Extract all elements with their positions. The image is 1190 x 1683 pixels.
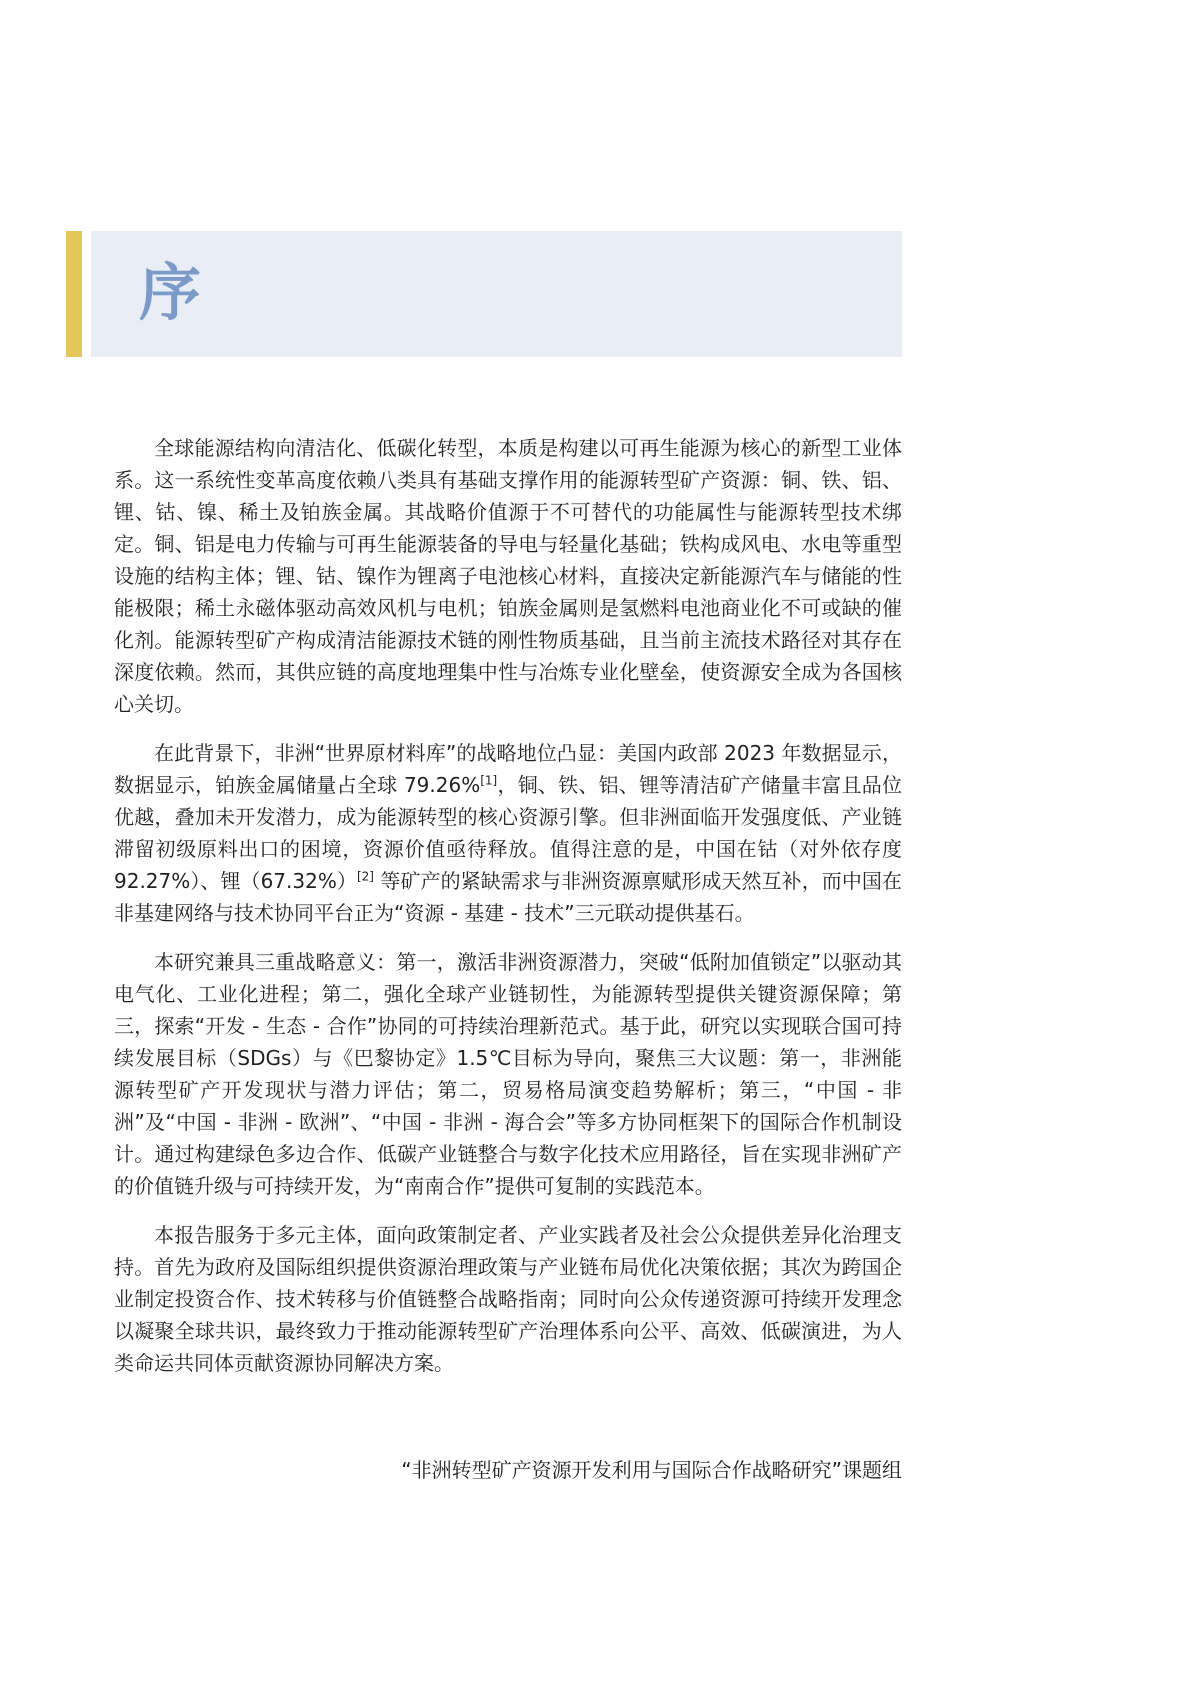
preface-body <box>114 432 902 1396</box>
page-title: 序 <box>139 256 202 329</box>
footnote-ref-2[interactable]: [2] <box>356 869 374 884</box>
section-header <box>66 231 902 357</box>
paragraph-2-part-c: 等矿产的紧缺需求与非洲资源禀赋形成天然互补，而中国在非基建网络与技术协同平台正为“资源 - 基建 - 技术”三元联动提供基石。 <box>114 869 902 925</box>
title-panel <box>91 231 902 357</box>
paragraph-2 <box>114 737 902 929</box>
title-accent-bar <box>66 231 82 357</box>
footnote-ref-1[interactable]: [1] <box>480 773 498 788</box>
paragraph-2-part-a: 在此背景下，非洲“世界原材料库”的战略地位凸显：美国内政部 2023 年数据显示，数据显示，铂族金属储量占全球 79.26% <box>114 741 902 797</box>
signature: “非洲转型矿产资源开发利用与国际合作战略研究”课题组 <box>401 1458 902 1482</box>
paragraph-1: 全球能源结构向清洁化、低碳化转型，本质是构建以可再生能源为核心的新型工业体系。这一系统性变革高度依赖八类具有基础支撑作用的能源转型矿产资源：铜、铁、铝、锂、钴、镍、稀土及铂族金属。其战略价值源于不可替代的功能属性与能源转型技术绑定。铜、铝是电力传输与可再生能源装备的导电与轻量化基础；铁构成风电、水电等重型设施的结构主体；锂、钴、镍作为锂离子电池核心材料，直接决定新能源汽车与储能的性能极限；稀土永磁体驱动高效风机与电机；铂族金属则是氢燃料电池商业化不可或缺的催化剂。能源转型矿产构成清洁能源技术链的刚性物质基础，且当前主流技术路径对其存在深度依赖。然而，其供应链的高度地理集中性与冶炼专业化壁垒，使资源安全成为各国核心关切。 <box>114 436 902 716</box>
paragraph-2-part-b: ，铜、铁、铝、锂等清洁矿产储量丰富且品位优越，叠加未开发潜力，成为能源转型的核心资源引擎。但非洲面临开发强度低、产业链滞留初级原料出口的困境，资源价值亟待释放。值得注意的是，中国在钴（对外依存度 92.27%）、锂（67.32%） <box>114 773 903 893</box>
paragraph-3: 本研究兼具三重战略意义：第一，激活非洲资源潜力，突破“低附加值锁定”以驱动其电气化、工业化进程；第二，强化全球产业链韧性，为能源转型提供关键资源保障；第三，探索“开发 - 生态 - 合作”协同的可持续治理新范式。基于此，研究以实现联合国可持续发展目标（SDGs）与《巴黎协定》1.5℃目标为导向，聚焦三大议题：第一，非洲能源转型矿产开发现状与潜力评估；第二，贸易格局演变趋势解析；第三，“中国 - 非洲”及“中国 - 非洲 - 欧洲”、“中国 - 非洲 - 海合会”等多方协同框架下的国际合作机制设计。通过构建绿色多边合作、低碳产业链整合与数字化技术应用路径，旨在实现非洲矿产的价值链升级与可持续开发，为“南南合作”提供可复制的实践范本。 <box>114 950 902 1198</box>
paragraph-4: 本报告服务于多元主体，面向政策制定者、产业实践者及社会公众提供差异化治理支持。首先为政府及国际组织提供资源治理政策与产业链布局优化决策依据；其次为跨国企业制定投资合作、技术转移与价值链整合战略指南；同时向公众传递资源可持续开发理念以凝聚全球共识，最终致力于推动能源转型矿产治理体系向公平、高效、低碳演进，为人类命运共同体贡献资源协同解决方案。 <box>114 1223 902 1375</box>
